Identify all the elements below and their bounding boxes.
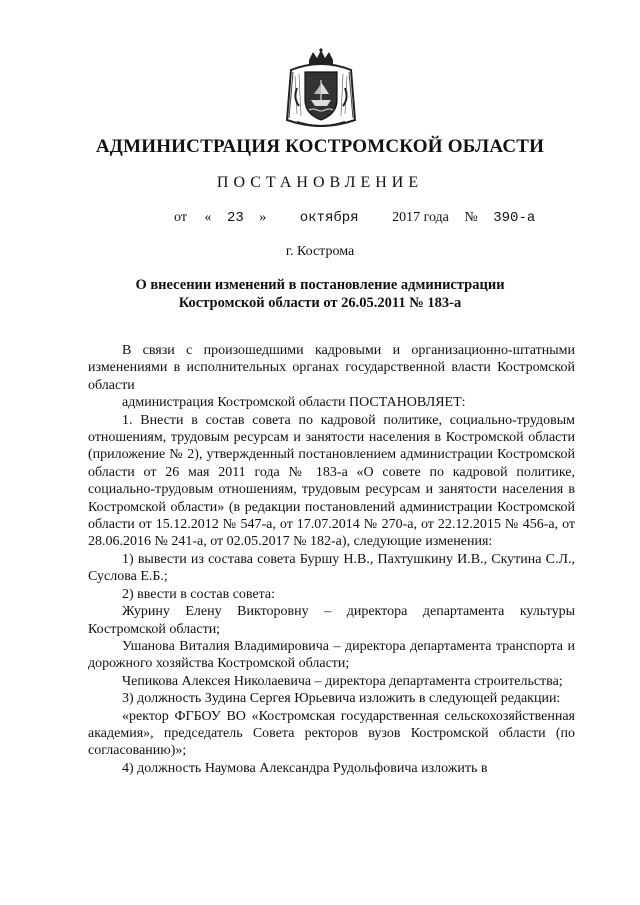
organization-title: АДМИНИСТРАЦИЯ КОСТРОМСКОЙ ОБЛАСТИ (95, 136, 545, 157)
heading-line-1: О внесении изменений в постановление администрации (135, 277, 505, 293)
date-open-quote: « (204, 210, 212, 225)
paragraph-member-chepikov: Чепикова Алексея Николаевича – директора департамента строительства; (122, 673, 563, 689)
paragraph-rector: «ректор ФГБОУ ВО «Костромская государственная сельскохозяйственная академия», председатель Совета ректоров вузов Костромской области (по согласованию)»; (88, 708, 575, 759)
date-month: октября (299, 210, 359, 226)
paragraph-member-zhurina: Журину Елену Викторовну – директора департамента культуры Костромской области; (88, 604, 575, 637)
number-sign: № (464, 210, 478, 225)
date-close-quote: » (259, 210, 267, 225)
document-body (88, 342, 575, 777)
date-prefix: от (174, 210, 187, 225)
paragraph-subitem-3: 3) должность Зудина Сергея Юрьевича изложить в следующей редакции: (122, 691, 561, 707)
paragraph-reason: В связи с произошедшими кадровыми и организационно-штатными изменениями в исполнительных органах государственной власти Костромской области (88, 343, 575, 393)
city: г. Кострома (285, 244, 355, 259)
document-heading (120, 276, 520, 312)
paragraph-item-1: 1. Внести в состав совета по кадровой политике, социально-трудовым отношениям, трудовым ресурсам и занятости населения в Костромской области (приложение № 2), утвержденный постановлением администрации Костромской области от 26 мая 2011 года № 183-а «О совете по кадровой политике, социально-трудовым отношениям, трудовым ресурсам и занятости населения в Костромской области» (в редакции постановлений администрации Костромской области от 15.12.2012 № 547-а, от 17.07.2014 № 270-а, от 22.12.2015 № 456-а, от 28.06.2016 № 241-а, от 02.05.2017 № 182-а), следующие изменения: (88, 412, 575, 550)
paragraph-resolves: администрация Костромской области ПОСТАНОВЛЯЕТ: (122, 395, 466, 411)
paragraph-subitem-2: 2) ввести в состав совета: (122, 586, 276, 602)
heading-line-2: Костромской области от 26.05.2011 № 183-а (178, 295, 462, 311)
coat-of-arms-icon (283, 48, 359, 132)
document-number: 390-а (493, 210, 536, 226)
document-type: ПОСТАНОВЛЕНИЕ (216, 174, 424, 191)
date-line (174, 210, 535, 226)
paragraph-subitem-4: 4) должность Наумова Александра Рудольфовича изложить в (122, 760, 488, 776)
paragraph-member-ushanov: Ушанова Виталия Владимировича – директора департамента транспорта и дорожного хозяйства Костромской области; (88, 638, 575, 672)
date-year: 2017 года (392, 210, 449, 225)
paragraph-subitem-1: 1) вывести из состава совета Буршу Н.В., Пахтушкину И.В., Скутина С.Л., Суслова Е.Б.; (88, 551, 575, 585)
date-day: 23 (226, 210, 244, 226)
